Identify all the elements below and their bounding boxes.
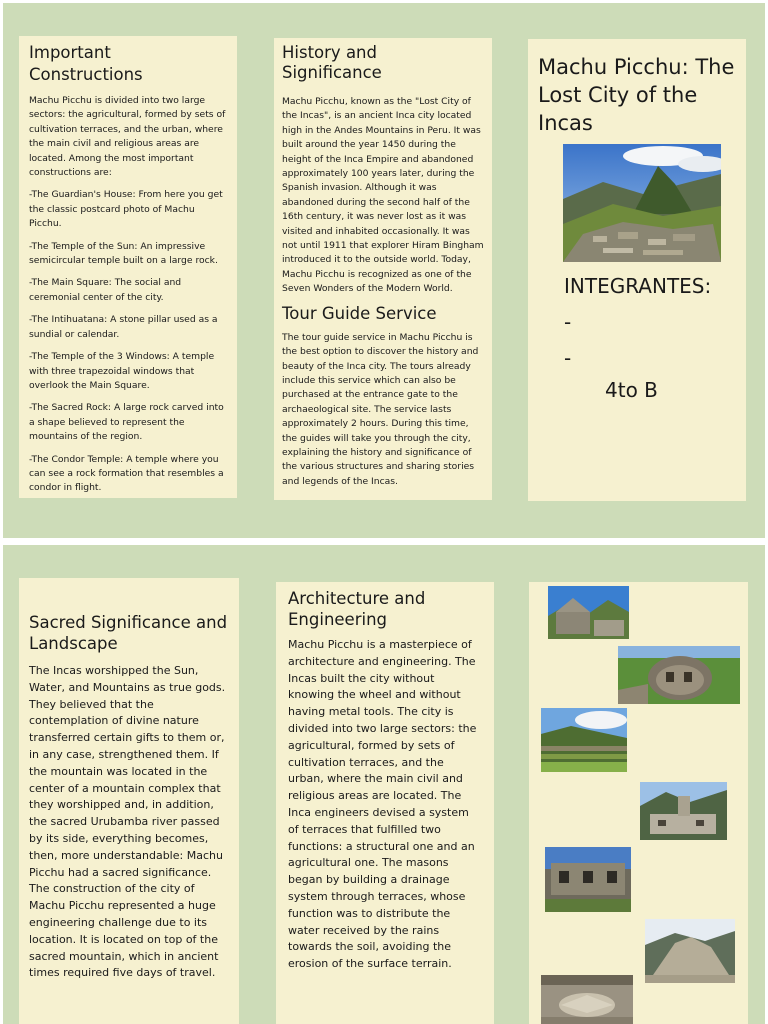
construction-item: -The Guardian's House: From here you get the classic postcard photo of Machu Picchu. bbox=[29, 189, 223, 230]
architecture-panel bbox=[276, 582, 494, 1024]
terraces-photo bbox=[541, 708, 627, 772]
ruins-photo-1 bbox=[548, 586, 629, 639]
brochure-page-back bbox=[3, 545, 765, 1024]
ruins-photo-2 bbox=[618, 646, 740, 704]
constructions-panel bbox=[19, 36, 237, 498]
history-panel bbox=[274, 38, 492, 500]
condor-temple-photo bbox=[541, 975, 633, 1024]
sacred-rock-photo bbox=[645, 919, 735, 983]
construction-item: -The Condor Temple: A temple where you can see a rock formation that resembles a condor in flight. bbox=[29, 453, 224, 494]
architecture-body: Machu Picchu is a masterpiece of architecture and engineering. The Incas built the city without knowing the wheel and without having metal tools. The city is divided into two large sectors: the agricultural, formed by sets of cultivation terraces, and the urban, where the main civil and religious areas are located. The Inca engineers devised a system of terraces that fulfilled two functions: a structural one and an agricultural one. The masons began by building a drainage system through terraces, whose function was to distribute the water received by the rains towards the soil, avoiding the erosion of the surface terrain. bbox=[288, 638, 477, 971]
integrantes-label: INTEGRANTES: bbox=[564, 274, 712, 298]
tour-title: Tour Guide Service bbox=[282, 303, 437, 323]
history-title: History and Significance bbox=[282, 43, 382, 82]
temple-photo bbox=[640, 782, 727, 840]
three-windows-photo bbox=[545, 847, 631, 912]
constructions-intro: Machu Picchu is divided into two large sectors: the agricultural, formed by sets of cultivation terraces, and the urban, where the main civil and religious areas are located. Among the most important constructions are: bbox=[29, 95, 226, 179]
member-dash-1: - bbox=[564, 310, 572, 334]
construction-item: -The Main Square: The social and ceremonial center of the city. bbox=[29, 277, 182, 303]
brochure-page-front bbox=[3, 3, 765, 538]
construction-item: -The Intihuatana: A stone pillar used as a sundial or calendar. bbox=[29, 314, 218, 340]
construction-item: -The Sacred Rock: A large rock carved into a shape believed to represent the mountains of the region. bbox=[29, 402, 224, 443]
machu-picchu-photo bbox=[563, 144, 721, 262]
architecture-title: Architecture and Engineering bbox=[288, 589, 426, 629]
construction-item: -The Temple of the 3 Windows: A temple with three trapezoidal windows that overlook the Main Square. bbox=[29, 351, 215, 391]
sacred-title: Sacred Significance and Landscape bbox=[29, 613, 228, 653]
grade-label: 4to B bbox=[605, 378, 658, 402]
tour-body: The tour guide service in Machu Picchu is the best option to discover the history and beauty of the Inca city. The tours already include this service which can also be purchased at the entrance gate to the archaeological site. The service lasts approximately 2 hours. During this time, the guides will take you through the city, explaining the history and significance of the various structures and sharing stories and legends of the Incas. bbox=[282, 331, 479, 487]
constructions-title: Important Constructions bbox=[29, 43, 143, 84]
sacred-panel bbox=[19, 578, 239, 1024]
photo-collage-panel bbox=[529, 582, 748, 1024]
member-dash-2: - bbox=[564, 346, 572, 370]
construction-item: -The Temple of the Sun: An impressive semicircular temple built on a large rock. bbox=[29, 240, 218, 267]
cover-panel bbox=[528, 39, 746, 501]
history-body: Machu Picchu, known as the "Lost City of the Incas", is an ancient Inca city located high in the Andes Mountains in Peru. It was built around the year 1450 during the height of the Inca Empire and abandoned approximately 100 years later, during the Spanish invasion. Although it was abandoned during the second half of the 16th century, it was never lost as it was visited and inhabited occasionally. It was not until 1911 that explorer Hiram Bingham introduced it to the outside world. Today, Machu Picchu is recognized as one of the Seven Wonders of the Modern World. bbox=[282, 96, 484, 295]
cover-title: Machu Picchu: The Lost City of the Incas bbox=[538, 55, 735, 135]
sacred-body: The Incas worshipped the Sun, Water, and Mountains as true gods. They believed that the contemplation of divine nature transferred certain gifts to them or, in any case, strengthened them. If the mountain was located in the center of a mountain complex that they worshipped and, in addition, the sacred Urubamba river passed by its side, everything becomes, then, more understandable: Machu Picchu had a sacred significance. The construction of the city of Machu Picchu represented a huge engineering challenge due to its location. It is located on top of the sacred mountain, which in ancient times required five days of travel. bbox=[29, 664, 226, 980]
